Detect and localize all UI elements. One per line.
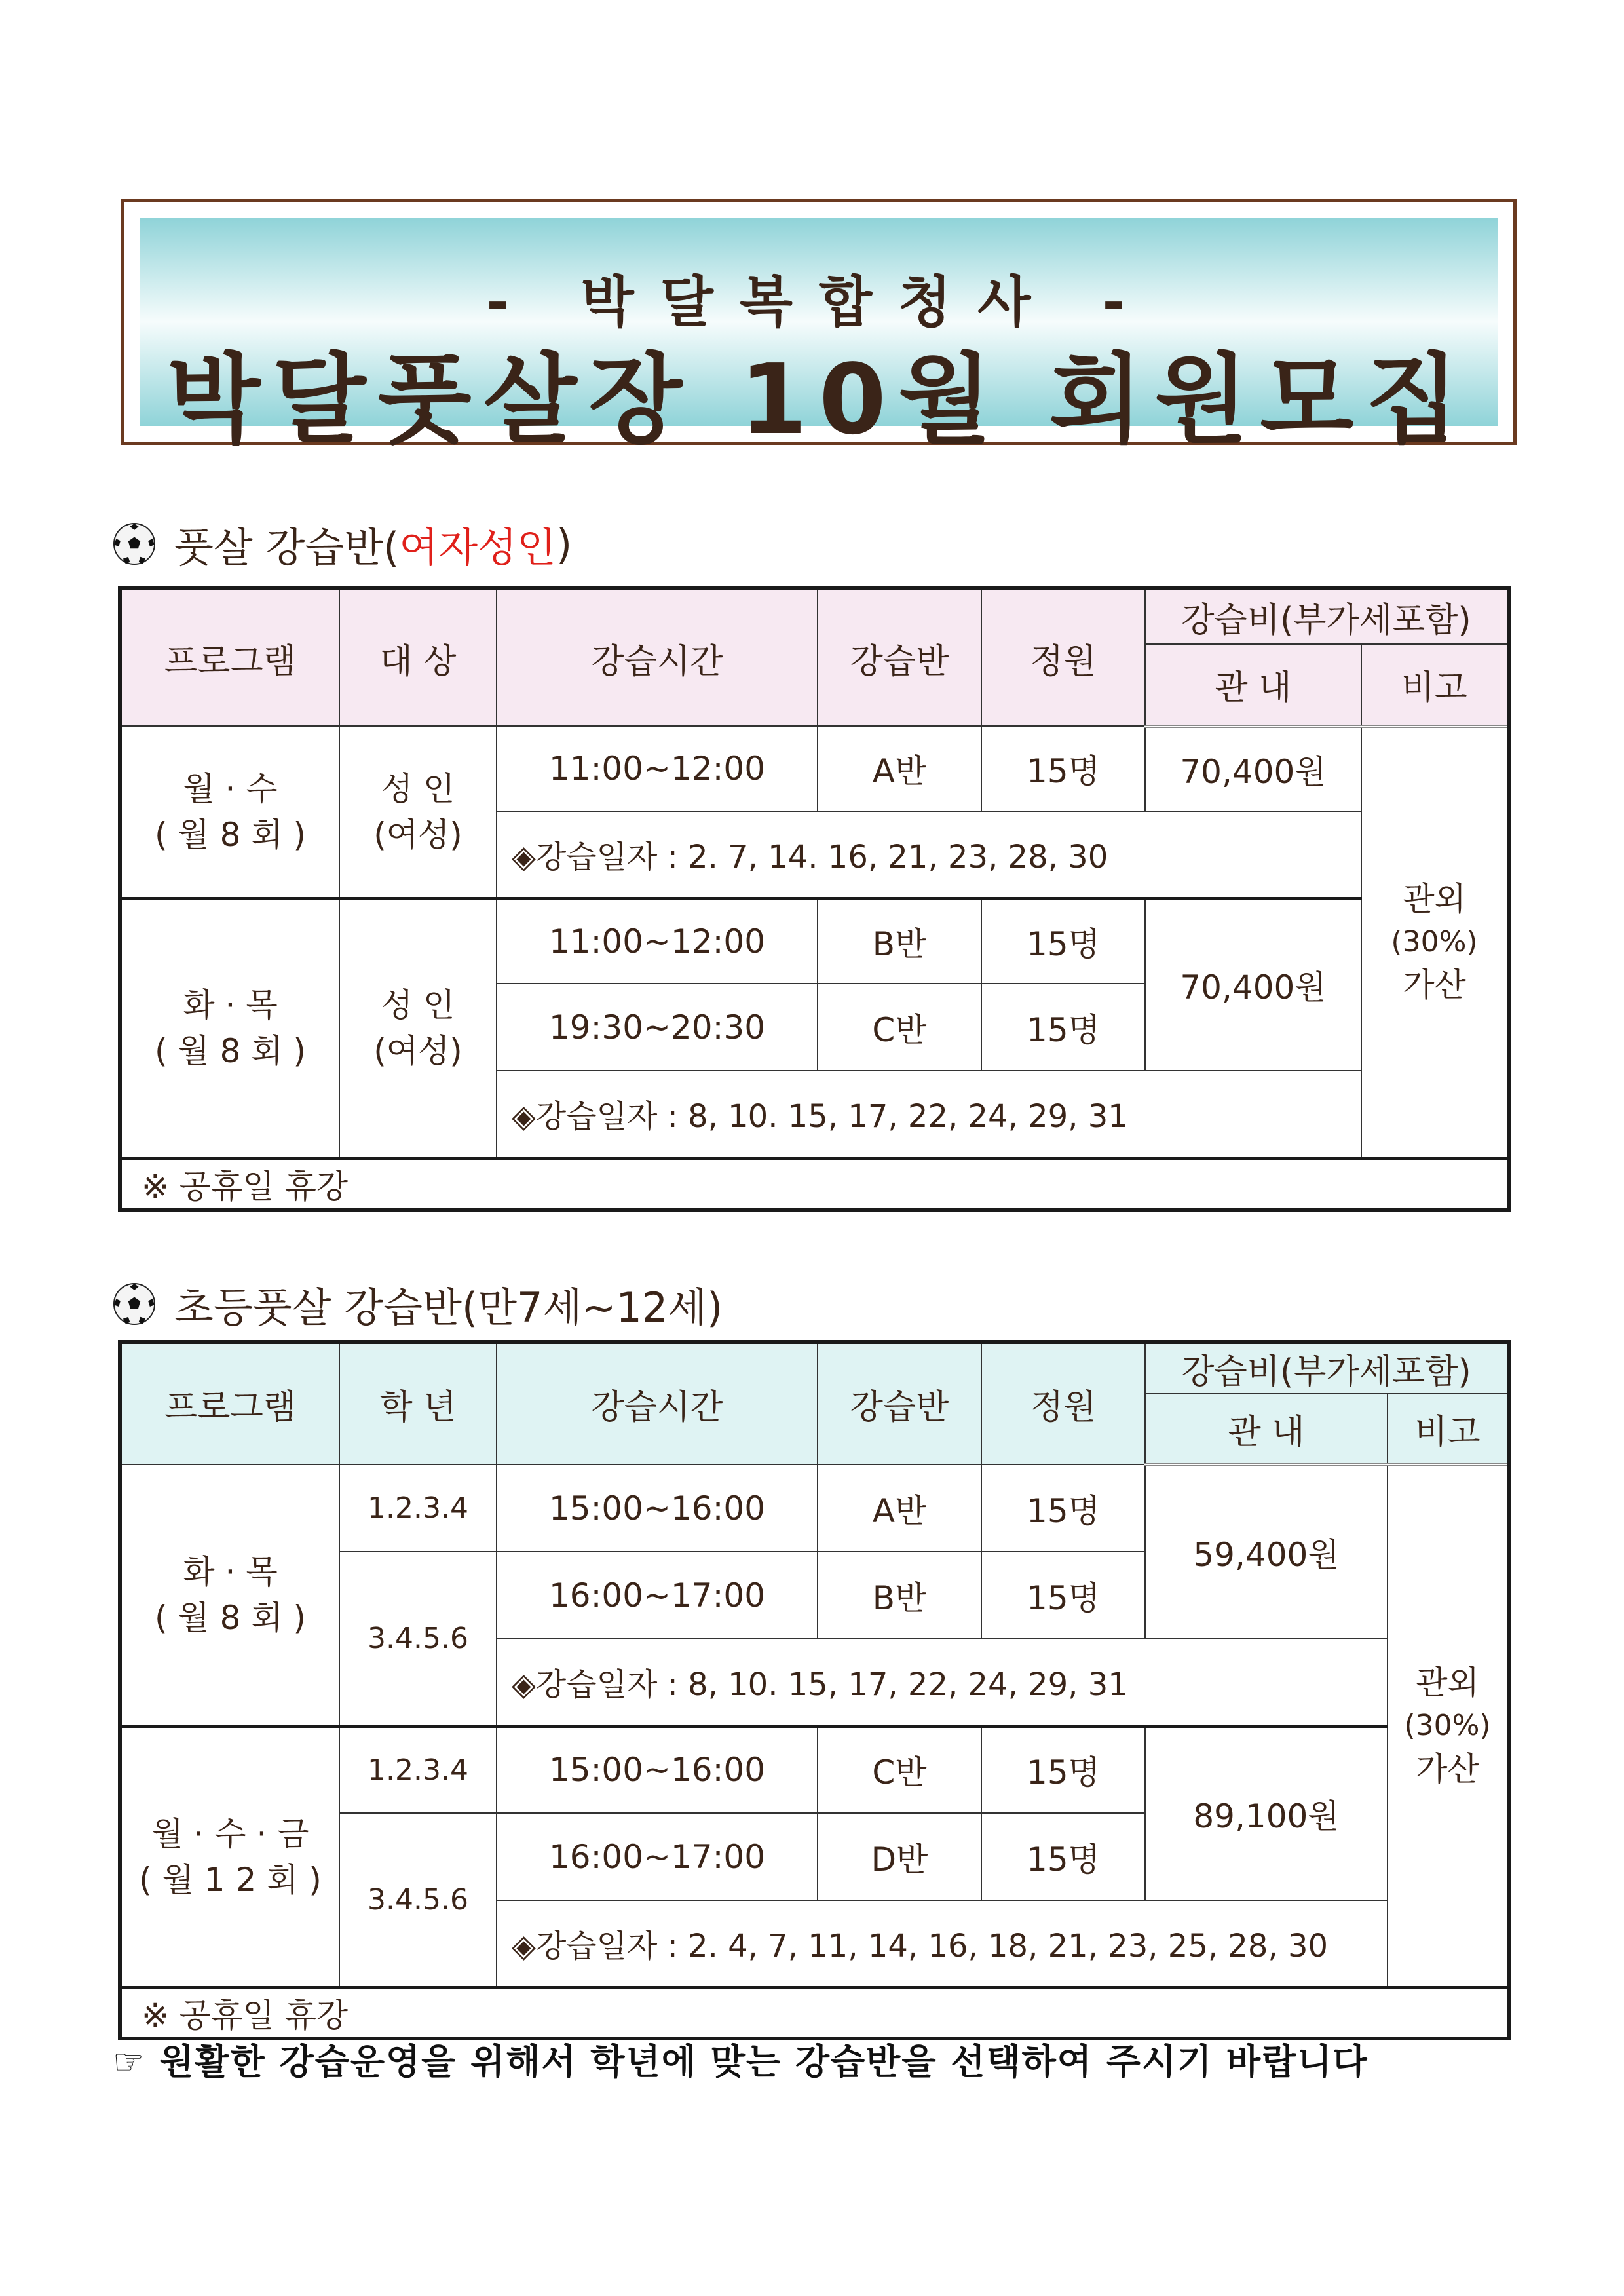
class-time: 19:30~20:30 <box>497 984 818 1071</box>
class-dates: ◈강습일자 : 8, 10. 15, 17, 22, 24, 29, 31 <box>497 1071 1361 1158</box>
target-gender: (여성) <box>373 1032 463 1070</box>
class-fee: 70,400원 <box>1145 726 1361 811</box>
class-name: A반 <box>818 1464 981 1552</box>
women-class-table <box>118 586 1511 1212</box>
class-capacity: 15명 <box>981 1726 1145 1813</box>
class-dates: ◈강습일자 : 2. 4, 7, 11, 14, 16, 18, 21, 23, 25, 28, 30 <box>497 1900 1388 1987</box>
header-capacity: 정원 <box>981 1342 1145 1464</box>
footer-note: ☞ 원활한 강습운영을 위해서 학년에 맞는 강습반을 선택하여 주시기 바랍니다 <box>113 2041 1369 2082</box>
class-time: 11:00~12:00 <box>497 898 818 984</box>
banner-title: 박달풋살장 10월 회원모집 <box>166 343 1471 456</box>
section1-heading-prefix: 풋살 강습반( <box>174 523 400 571</box>
target-label: 성 인 <box>381 769 455 808</box>
soccer-ball-icon <box>113 1282 156 1326</box>
program-days: 화 · 목 <box>183 1552 278 1591</box>
class-capacity: 15명 <box>981 1813 1145 1900</box>
program-count: ( 월 1 2 회 ) <box>139 1860 322 1899</box>
program-count: ( 월 8 회 ) <box>155 815 306 854</box>
program-days: 월 · 수 · 금 <box>151 1814 309 1853</box>
header-grade: 학 년 <box>339 1342 497 1464</box>
class-name: A반 <box>818 726 981 811</box>
target-label: 성 인 <box>381 986 455 1024</box>
class-time: 16:00~17:00 <box>497 1813 818 1900</box>
program-cell <box>120 898 339 1158</box>
program-cell <box>120 726 339 898</box>
program-count: ( 월 8 회 ) <box>155 1598 306 1637</box>
grade-cell: 3.4.5.6 <box>339 1813 497 1987</box>
header-fee-group: 강습비(부가세포함) <box>1145 588 1509 644</box>
header-fee-in: 관 내 <box>1145 1394 1388 1464</box>
class-fee: 70,400원 <box>1145 898 1361 1071</box>
target-gender: (여성) <box>373 815 463 854</box>
header-fee-group: 강습비(부가세포함) <box>1145 1342 1509 1394</box>
remarks-cell <box>1361 726 1509 1158</box>
section2-heading-text: 초등풋살 강습반(만7세~12세) <box>174 1283 723 1331</box>
grade-cell: 1.2.3.4 <box>339 1464 497 1552</box>
class-time: 15:00~16:00 <box>497 1464 818 1552</box>
program-count: ( 월 8 회 ) <box>155 1032 306 1070</box>
remarks-line1: 관외 <box>1403 879 1466 918</box>
class-capacity: 15명 <box>981 984 1145 1071</box>
program-days: 월 · 수 <box>183 769 278 808</box>
section1-heading-suffix: ) <box>556 520 573 568</box>
header-remarks: 비고 <box>1388 1394 1509 1464</box>
title-banner-fill <box>140 218 1498 456</box>
program-cell <box>120 1726 339 1987</box>
class-capacity: 15명 <box>981 1552 1145 1639</box>
class-time: 15:00~16:00 <box>497 1726 818 1813</box>
header-time: 강습시간 <box>497 1342 818 1464</box>
remarks-line3: 가산 <box>1403 966 1466 1004</box>
class-name: C반 <box>818 1726 981 1813</box>
header-class: 강습반 <box>818 588 981 726</box>
class-dates: ◈강습일자 : 8, 10. 15, 17, 22, 24, 29, 31 <box>497 1639 1388 1726</box>
class-capacity: 15명 <box>981 1464 1145 1552</box>
kids-class-table <box>118 1340 1511 2040</box>
banner-subtitle: - 박달복합청사 - <box>486 270 1152 334</box>
header-time: 강습시간 <box>497 588 818 726</box>
header-program: 프로그램 <box>120 1342 339 1464</box>
remarks-cell <box>1388 1464 1509 1987</box>
header-capacity: 정원 <box>981 588 1145 726</box>
soccer-ball-icon <box>113 522 156 565</box>
class-name: B반 <box>818 1552 981 1639</box>
holiday-note: ※ 공휴일 휴강 <box>120 1987 1509 2038</box>
remarks-line2: (30%) <box>1404 1709 1491 1743</box>
target-cell <box>339 898 497 1158</box>
header-target: 대 상 <box>339 588 497 726</box>
title-banner <box>121 199 1517 456</box>
class-capacity: 15명 <box>981 898 1145 984</box>
program-days: 화 · 목 <box>183 986 278 1024</box>
header-fee-in: 관 내 <box>1145 644 1361 726</box>
class-capacity: 15명 <box>981 726 1145 811</box>
class-time: 11:00~12:00 <box>497 726 818 811</box>
holiday-note: ※ 공휴일 휴강 <box>120 1158 1509 1210</box>
class-dates: ◈강습일자 : 2. 7, 14. 16, 21, 23, 28, 30 <box>497 811 1361 898</box>
remarks-line1: 관외 <box>1416 1664 1479 1702</box>
section1-heading-highlight: 여자성인 <box>399 523 556 571</box>
target-cell <box>339 726 497 898</box>
program-cell <box>120 1464 339 1726</box>
header-class: 강습반 <box>818 1342 981 1464</box>
section2-heading <box>113 1274 723 1333</box>
header-remarks: 비고 <box>1361 644 1509 726</box>
class-fee: 59,400원 <box>1145 1464 1388 1639</box>
class-time: 16:00~17:00 <box>497 1552 818 1639</box>
remarks-line3: 가산 <box>1416 1750 1479 1788</box>
class-fee: 89,100원 <box>1145 1726 1388 1900</box>
remarks-line2: (30%) <box>1391 925 1478 959</box>
header-program: 프로그램 <box>120 588 339 726</box>
section1-heading <box>113 514 572 573</box>
class-name: C반 <box>818 984 981 1071</box>
grade-cell: 3.4.5.6 <box>339 1552 497 1726</box>
grade-cell: 1.2.3.4 <box>339 1726 497 1813</box>
class-name: D반 <box>818 1813 981 1900</box>
class-name: B반 <box>818 898 981 984</box>
